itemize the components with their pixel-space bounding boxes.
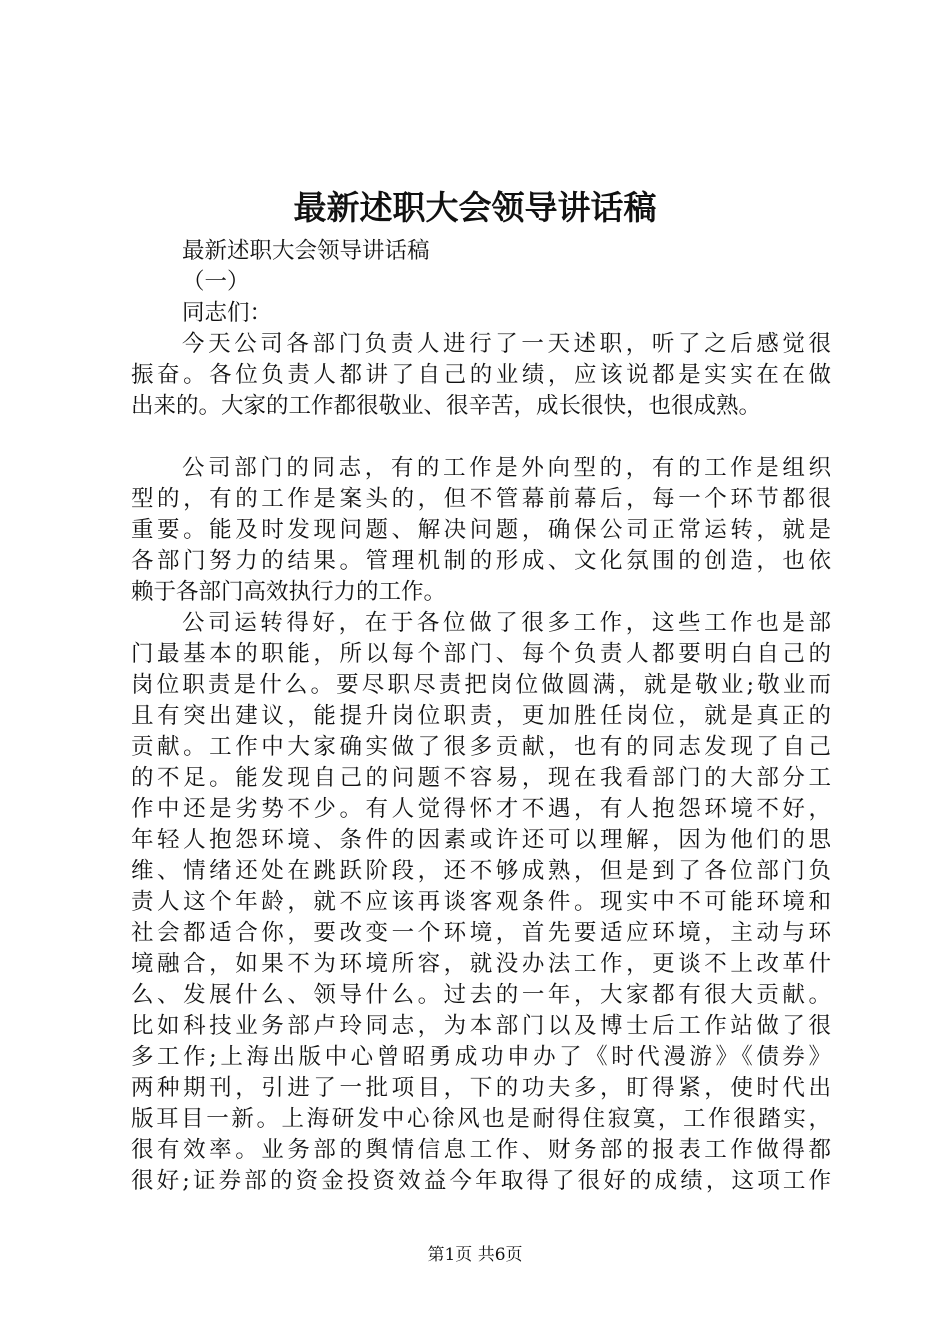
paragraph-line: 贡献。工作中大家确实做了很多贡献，也有的同志发现了自己 [131, 734, 831, 760]
paragraph-line: 很有效率。业务部的舆情信息工作、财务部的报表工作做得都 [131, 1137, 831, 1163]
paragraph-line: 今天公司各部门负责人进行了一天述职，听了之后感觉很 [182, 331, 831, 357]
paragraph-line: 多工作;上海出版中心曾昭勇成功申办了《时代漫游》《债券》 [131, 1044, 831, 1070]
paragraph-line: 很好;证券部的资金投资效益今年取得了很好的成绩，这项工作 [131, 1168, 831, 1194]
paragraph-line: 作中还是劣势不少。有人觉得怀才不遇，有人抱怨环境不好， [131, 796, 831, 822]
document-title: 最新述职大会领导讲话稿 [293, 188, 657, 227]
paragraph-line: 的不足。能发现自己的问题不容易，现在我看部门的大部分工 [131, 765, 831, 791]
paragraph-line: 公司运转得好，在于各位做了很多工作，这些工作也是部 [182, 610, 831, 636]
paragraph-line: 门最基本的职能，所以每个部门、每个负责人都要明白自己的 [131, 641, 831, 667]
paragraph [131, 329, 831, 422]
paragraph-line: 年轻人抱怨环境、条件的因素或许还可以理解，因为他们的思 [131, 827, 831, 853]
paragraph-line: 两种期刊，引进了一批项目，下的功夫多，盯得紧，使时代出 [131, 1075, 831, 1101]
paragraph-line: 么、发展什么、领导什么。过去的一年，大家都有很大贡献。 [131, 982, 831, 1008]
document-subtitle: 最新述职大会领导讲话稿 [182, 238, 430, 264]
paragraph-line: 振奋。各位负责人都讲了自己的业绩，应该说都是实实在在做 [131, 362, 831, 388]
paragraph-line: 重要。能及时发现问题、解决问题，确保公司正常运转，就是 [131, 517, 831, 543]
paragraph-line: 岗位职责是什么。要尽职尽责把岗位做圆满，就是敬业;敬业而 [131, 672, 831, 698]
paragraph-gap [131, 422, 831, 453]
paragraph-line: 且有突出建议，能提升岗位职责，更加胜任岗位，就是真正的 [131, 703, 831, 729]
paragraph [131, 608, 831, 1197]
paragraph [131, 453, 831, 608]
paragraph-line: 公司部门的同志，有的工作是外向型的，有的工作是组织 [182, 455, 831, 481]
section-mark: （一） [182, 269, 250, 295]
paragraph-line: 型的，有的工作是案头的，但不管幕前幕后，每一个环节都很 [131, 486, 831, 512]
paragraph-line: 维、情绪还处在跳跃阶段，还不够成熟，但是到了各位部门负 [131, 858, 831, 884]
paragraph-line: 各部门努力的结果。管理机制的形成、文化氛围的创造，也依 [131, 548, 831, 574]
document-body [131, 236, 831, 1197]
paragraph-line: 责人这个年龄，就不应该再谈客观条件。现实中不可能环境和 [131, 889, 831, 915]
paragraph-line: 出来的。大家的工作都很敬业、很辛苦，成长很快，也很成熟。 [131, 393, 762, 419]
paragraph-line: 社会都适合你，要改变一个环境，首先要适应环境，主动与环 [131, 920, 831, 946]
paragraph-line: 赖于各部门高效执行力的工作。 [131, 579, 447, 605]
paragraph-line: 境融合，如果不为环境所容，就没办法工作，更谈不上改革什 [131, 951, 831, 977]
page-footer: 第1页 共6页 [427, 1245, 523, 1265]
salutation: 同志们： [182, 300, 273, 326]
paragraph-line: 比如科技业务部卢玲同志，为本部门以及博士后工作站做了很 [131, 1013, 831, 1039]
paragraph-line: 版耳目一新。上海研发中心徐风也是耐得住寂寞，工作很踏实， [131, 1106, 831, 1132]
